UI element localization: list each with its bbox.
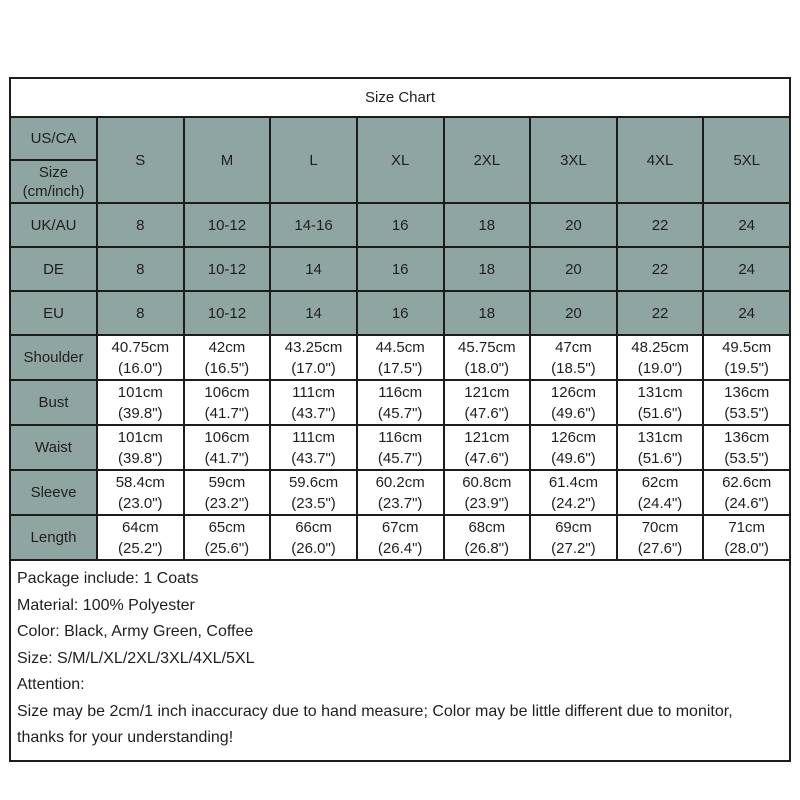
region-size-value: 18 [444, 247, 531, 291]
region-row-eu [10, 291, 790, 335]
region-size-value: 16 [357, 291, 444, 335]
measurement-value-line: (27.2") [551, 539, 596, 557]
measurement-value-line: (49.6") [551, 404, 596, 422]
measurement-value-line: 131cm [637, 428, 683, 446]
region-size-value: 24 [703, 203, 790, 247]
measurement-value [97, 470, 184, 515]
measurement-value-line: (26.4") [377, 539, 423, 557]
corner-region-label: US/CA [10, 117, 97, 160]
measurement-value [444, 470, 531, 515]
measurement-value-line: 62.6cm [722, 473, 772, 491]
note-line: Package include: 1 Coats [17, 570, 199, 587]
measurement-value-line: 106cm [204, 383, 250, 401]
measurement-value [97, 380, 184, 425]
measurement-value-line: 48.25cm [631, 338, 689, 356]
region-size-value: 22 [617, 291, 704, 335]
measurement-value [270, 425, 357, 470]
measurement-value-line: 131cm [637, 383, 683, 401]
measurement-value-line: (16.0") [118, 359, 163, 377]
region-size-value: 20 [530, 247, 617, 291]
measurement-value [703, 470, 790, 515]
region-size-value: 20 [530, 291, 617, 335]
size-table [9, 77, 791, 561]
measurement-value-line: (51.6") [637, 404, 683, 422]
region-size-value: 22 [617, 247, 704, 291]
measurement-value-line: 69cm [555, 518, 592, 536]
measurement-value-line: 64cm [121, 518, 159, 536]
measurement-value-line: 116cm [378, 428, 423, 446]
note-line: Size: S/M/L/XL/2XL/3XL/4XL/5XL [17, 649, 255, 667]
region-size-value: 24 [703, 247, 790, 291]
measurement-value [703, 335, 790, 380]
measurement-value-line: 70cm [641, 518, 679, 536]
measurement-value [270, 335, 357, 380]
region-size-value: 16 [357, 203, 444, 247]
column-header-3xl: 3XL [530, 117, 617, 203]
measurement-value-line: (23.9") [464, 494, 510, 512]
measurement-value [530, 335, 617, 380]
measurement-value-line: (23.5") [291, 494, 336, 512]
region-size-value: 8 [97, 247, 184, 291]
measurement-value [184, 470, 271, 515]
measurement-value [444, 425, 531, 470]
note-line: Attention: [17, 676, 85, 693]
corner-size-unit-label-line: Size [38, 163, 69, 181]
measurement-value-line: (26.8") [464, 539, 510, 557]
measurement-value-line: 111cm [292, 383, 335, 401]
measurement-value [357, 470, 444, 515]
measurement-value-line: 116cm [378, 383, 423, 401]
measurement-value-line: (19.0") [637, 359, 683, 377]
corner-size-unit-label-line: (cm/inch) [22, 182, 85, 200]
measurement-value-line: 121cm [464, 428, 510, 446]
measurement-value [530, 425, 617, 470]
column-header-5xl: 5XL [703, 117, 790, 203]
row-label-bust: Bust [10, 380, 97, 425]
measurement-value-line: (24.4") [637, 494, 683, 512]
measurement-value-line: 101cm [117, 383, 163, 401]
measurement-value-line: (25.2") [118, 539, 163, 557]
row-label-waist: Waist [10, 425, 97, 470]
measurement-value-line: 136cm [724, 383, 770, 401]
title-row [10, 78, 790, 117]
region-size-value: 16 [357, 247, 444, 291]
measurement-value-line: 68cm [468, 518, 506, 536]
measurement-value-line: 71cm [728, 518, 766, 536]
size-chart-title: Size Chart [10, 78, 790, 117]
row-label-eu: EU [10, 291, 97, 335]
measurement-value-line: 101cm [117, 428, 163, 446]
measurement-value [444, 515, 531, 560]
measurement-value-line: 47cm [555, 338, 592, 356]
column-header-l: L [270, 117, 357, 203]
measure-row-bust [10, 380, 790, 425]
measurement-value-line: (53.5") [724, 404, 769, 422]
measurement-value-line: (27.6") [637, 539, 683, 557]
measurement-value-line: 126cm [550, 428, 596, 446]
measurement-value-line: (51.6") [637, 449, 683, 467]
measurement-value-line: (23.2") [204, 494, 250, 512]
region-size-value: 10-12 [184, 247, 271, 291]
note-line: Material: 100% Polyester [17, 596, 195, 614]
measure-row-waist [10, 425, 790, 470]
measurement-value [703, 515, 790, 560]
measurement-value-line: (45.7") [377, 404, 423, 422]
measurement-value-line: 106cm [204, 428, 250, 446]
measurement-value-line: (19.5") [724, 359, 769, 377]
region-size-value: 10-12 [184, 203, 271, 247]
row-label-shoulder: Shoulder [10, 335, 97, 380]
measurement-value [184, 425, 271, 470]
measurement-value-line: 40.75cm [111, 338, 170, 356]
measurement-value [617, 335, 704, 380]
region-size-value: 18 [444, 203, 531, 247]
region-size-value: 8 [97, 291, 184, 335]
measurement-value-line: (41.7") [204, 404, 250, 422]
measurement-value [97, 425, 184, 470]
measure-row-length [10, 515, 790, 560]
size-chart-panel [9, 77, 791, 762]
measurement-value-line: 61.4cm [548, 473, 599, 491]
measurement-value-line: (17.0") [291, 359, 336, 377]
measurement-value-line: (43.7") [291, 449, 336, 467]
measurement-value [530, 470, 617, 515]
row-label-de: DE [10, 247, 97, 291]
measurement-value-line: 66cm [295, 518, 332, 536]
measurement-value-line: (23.0") [118, 494, 163, 512]
measurement-value-line: (39.8") [118, 404, 163, 422]
region-size-value: 20 [530, 203, 617, 247]
region-size-value: 8 [97, 203, 184, 247]
measurement-value-line: (26.0") [291, 539, 336, 557]
measurement-value-line: 126cm [550, 383, 596, 401]
measurement-value-line: 58.4cm [115, 473, 165, 491]
region-size-value: 18 [444, 291, 531, 335]
measurement-value-line: 59.6cm [288, 473, 339, 491]
measurement-value-line: 42cm [208, 338, 246, 356]
measurement-value-line: (47.6") [464, 449, 510, 467]
region-row-uk-au [10, 203, 790, 247]
corner-size-unit-label [10, 160, 97, 203]
measurement-value [184, 380, 271, 425]
measurement-value-line: 60.8cm [462, 473, 512, 491]
measurement-value [270, 380, 357, 425]
measurement-value [357, 335, 444, 380]
measurement-value [357, 425, 444, 470]
measurement-value [617, 425, 704, 470]
measurement-value-line: 60.2cm [375, 473, 425, 491]
measurement-value [184, 335, 271, 380]
measurement-value-line: (16.5") [204, 359, 250, 377]
measurement-value [617, 380, 704, 425]
measurement-value-line: (39.8") [118, 449, 163, 467]
region-size-value: 24 [703, 291, 790, 335]
measurement-value-line: 65cm [208, 518, 246, 536]
measurement-value [270, 515, 357, 560]
measurement-value-line: (45.7") [377, 449, 423, 467]
measurement-value-line: (25.6") [204, 539, 250, 557]
measurement-value-line: (43.7") [291, 404, 336, 422]
measurement-value-line: (17.5") [377, 359, 423, 377]
measurement-value [97, 515, 184, 560]
column-header-4xl: 4XL [617, 117, 704, 203]
measurement-value [357, 515, 444, 560]
measurement-value [444, 335, 531, 380]
measurement-value-line: (24.2") [551, 494, 596, 512]
measurement-value-line: (28.0") [724, 539, 769, 557]
region-size-value: 10-12 [184, 291, 271, 335]
measurement-value-line: 59cm [208, 473, 246, 491]
region-size-value: 14 [270, 247, 357, 291]
measure-row-shoulder [10, 335, 790, 380]
measurement-value-line: 45.75cm [458, 338, 516, 356]
row-label-uk-au: UK/AU [10, 203, 97, 247]
measurement-value-line: 43.25cm [284, 338, 343, 356]
measure-row-sleeve [10, 470, 790, 515]
note-line: Size may be 2cm/1 inch inaccuracy due to hand measure; Color may be little different due to monitor, thanks for your understanding! [17, 702, 733, 746]
measurement-value [357, 380, 444, 425]
column-header-xl: XL [357, 117, 444, 203]
measurement-value [617, 470, 704, 515]
measurement-value [703, 425, 790, 470]
row-label-length: Length [10, 515, 97, 560]
measurement-value-line: (41.7") [204, 449, 250, 467]
header-row-region [10, 117, 790, 160]
measurement-value-line: 111cm [292, 428, 335, 446]
measurement-value [703, 380, 790, 425]
measurement-value-line: (23.7") [377, 494, 423, 512]
measurement-value [97, 335, 184, 380]
measurement-value-line: (47.6") [464, 404, 510, 422]
measurement-value [270, 470, 357, 515]
measurement-value-line: 136cm [724, 428, 770, 446]
measurement-value-line: (18.0") [464, 359, 510, 377]
measurement-value [184, 515, 271, 560]
measurement-value [617, 515, 704, 560]
product-notes [9, 561, 791, 762]
column-header-s: S [97, 117, 184, 203]
region-size-value: 14 [270, 291, 357, 335]
measurement-value-line: (18.5") [551, 359, 596, 377]
measurement-value-line: (49.6") [551, 449, 596, 467]
measurement-value-line: 62cm [641, 473, 679, 491]
note-line: Color: Black, Army Green, Coffee [17, 623, 254, 640]
measurement-value-line: (24.6") [724, 494, 769, 512]
region-size-value: 22 [617, 203, 704, 247]
measurement-value [444, 380, 531, 425]
measurement-value [530, 380, 617, 425]
region-row-de [10, 247, 790, 291]
row-label-sleeve: Sleeve [10, 470, 97, 515]
column-header-m: M [184, 117, 271, 203]
measurement-value-line: 121cm [464, 383, 510, 401]
region-size-value: 14-16 [270, 203, 357, 247]
measurement-value-line: 67cm [381, 518, 419, 536]
measurement-value-line: 44.5cm [375, 338, 425, 356]
column-header-2xl: 2XL [444, 117, 531, 203]
measurement-value [530, 515, 617, 560]
measurement-value-line: 49.5cm [722, 338, 772, 356]
measurement-value-line: (53.5") [724, 449, 769, 467]
